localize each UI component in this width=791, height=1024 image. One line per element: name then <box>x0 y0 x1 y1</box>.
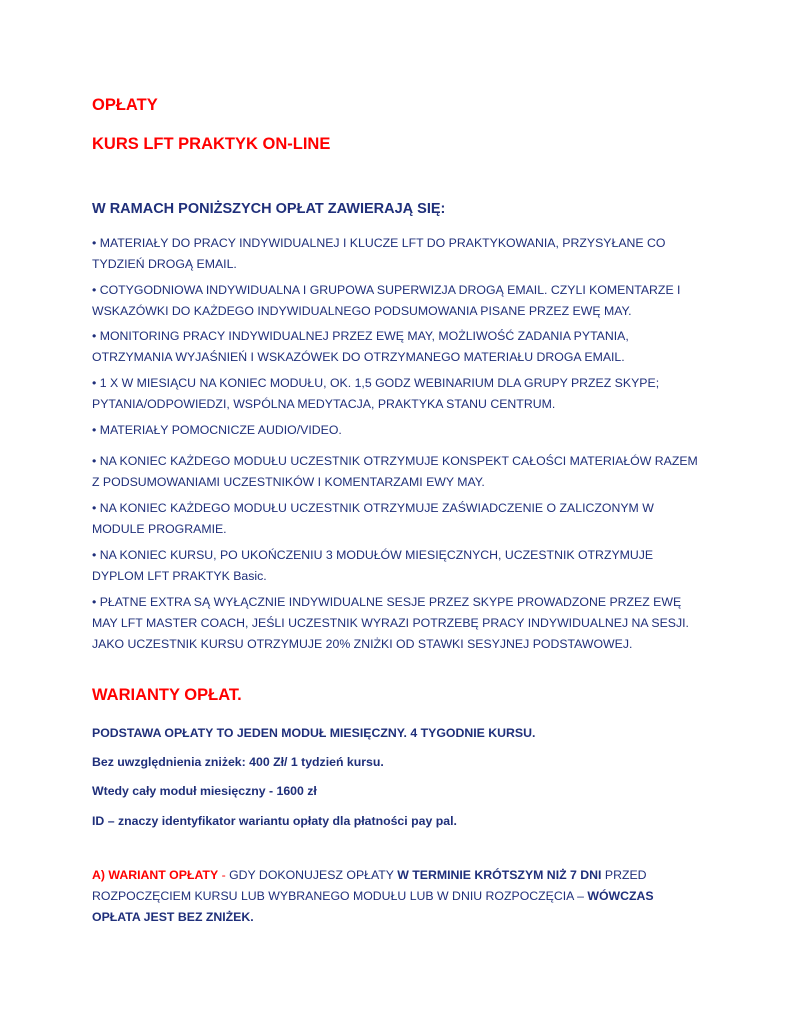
included-item: • PŁATNE EXTRA SĄ WYŁĄCZNIE INDYWIDUALNE SESJE PRZEZ SKYPE PROWADZONE PRZEZ EWĘ MAY LFT MASTER COACH, JEŚLI UCZESTNIK WYRAZI POTRZEBĘ PRACY INDYWIDUALNEJ NA SESJI. JAKO UCZESTNIK KURSU OTRZYMUJE 20% ZNIŻKI OD STAWKI SESYJNEJ PODSTAWOWEJ. <box>92 595 689 651</box>
variants-heading: WARIANTY OPŁAT. <box>92 686 242 704</box>
variant-a-deadline: W TERMINIE KRÓTSZYM NIŻ 7 DNI <box>397 868 602 882</box>
included-item: • MATERIAŁY POMOCNICZE AUDIO/VIDEO. <box>92 423 342 437</box>
included-item: • MONITORING PRACY INDYWIDUALNEJ PRZEZ EWĘ MAY, MOŻLIWOŚĆ ZADANIA PYTANIA, OTRZYMANIA WYJAŚNIEŃ I WSKAZÓWEK DO OTRZYMANEGO MATERIAŁU DROGA EMAIL. <box>92 329 629 364</box>
variant-a-conclusion: WÓWCZAS OPŁATA JEST BEZ ZNIŻEK. <box>92 889 654 924</box>
course-title: KURS LFT PRAKTYK ON-LINE <box>92 135 331 153</box>
included-item: • 1 X W MIESIĄCU NA KONIEC MODUŁU, OK. 1,5 GODZ WEBINARIUM DLA GRUPY PRZEZ SKYPE; PYTANIA/ODPOWIEDZI, WSPÓLNA MEDYTACJA, PRAKTYKA STANU CENTRUM. <box>92 376 660 411</box>
variant-a-label: A) WARIANT OPŁATY <box>92 868 219 882</box>
included-item: • MATERIAŁY DO PRACY INDYWIDUALNEJ I KLUCZE LFT DO PRAKTYKOWANIA, PRZYSYŁANE CO TYDZIEŃ DROGĄ EMAIL. <box>92 236 666 271</box>
variant-a-separator: - <box>218 868 230 882</box>
variant-a-text: GDY DOKONUJESZ OPŁATY <box>229 868 398 882</box>
id-definition-note: ID – znaczy identyfikator wariantu opłaty dla płatności pay pal. <box>92 814 457 828</box>
included-item: • COTYGODNIOWA INDYWIDUALNA I GRUPOWA SUPERWIZJA DROGĄ EMAIL. CZYLI KOMENTARZE I WSKAZÓWKI DO KAŻDEGO INDYWIDUALNEGO PODSUMOWANIA PISANE PRZEZ EWĘ MAY. <box>92 283 681 318</box>
fee-weekly-note: Bez uwzględnienia zniżek: 400 Zł/ 1 tydzień kursu. <box>92 755 384 769</box>
variant-a-paragraph <box>92 865 702 928</box>
included-heading: W RAMACH PONIŻSZYCH OPŁAT ZAWIERAJĄ SIĘ: <box>92 201 446 217</box>
included-item: • NA KONIEC KAŻDEGO MODUŁU UCZESTNIK OTRZYMUJE ZAŚWIADCZENIE O ZALICZONYM W MODULE PROGRAMIE. <box>92 501 654 536</box>
fee-monthly-note: Wtedy cały moduł miesięczny - 1600 zł <box>92 784 317 798</box>
included-item: • NA KONIEC KAŻDEGO MODUŁU UCZESTNIK OTRZYMUJE KONSPEKT CAŁOŚCI MATERIAŁÓW RAZEM Z PODSUMOWANIAMI UCZESTNIKÓW I KOMENTARZAMI EWY MAY. <box>92 454 698 489</box>
included-item: • NA KONIEC KURSU, PO UKOŃCZENIU 3 MODUŁÓW MIESIĘCZNYCH, UCZESTNIK OTRZYMUJE DYPLOM LFT PRAKTYK Basic. <box>92 548 654 583</box>
variant-a-text-continued: PRZED ROZPOCZĘCIEM KURSU LUB WYBRANEGO MODUŁU LUB W DNIU ROZPOCZĘCIA – <box>92 868 647 903</box>
page-title: OPŁATY <box>92 96 158 114</box>
fee-basis-note: PODSTAWA OPŁATY TO JEDEN MODUŁ MIESIĘCZNY. 4 TYGODNIE KURSU. <box>92 726 536 740</box>
